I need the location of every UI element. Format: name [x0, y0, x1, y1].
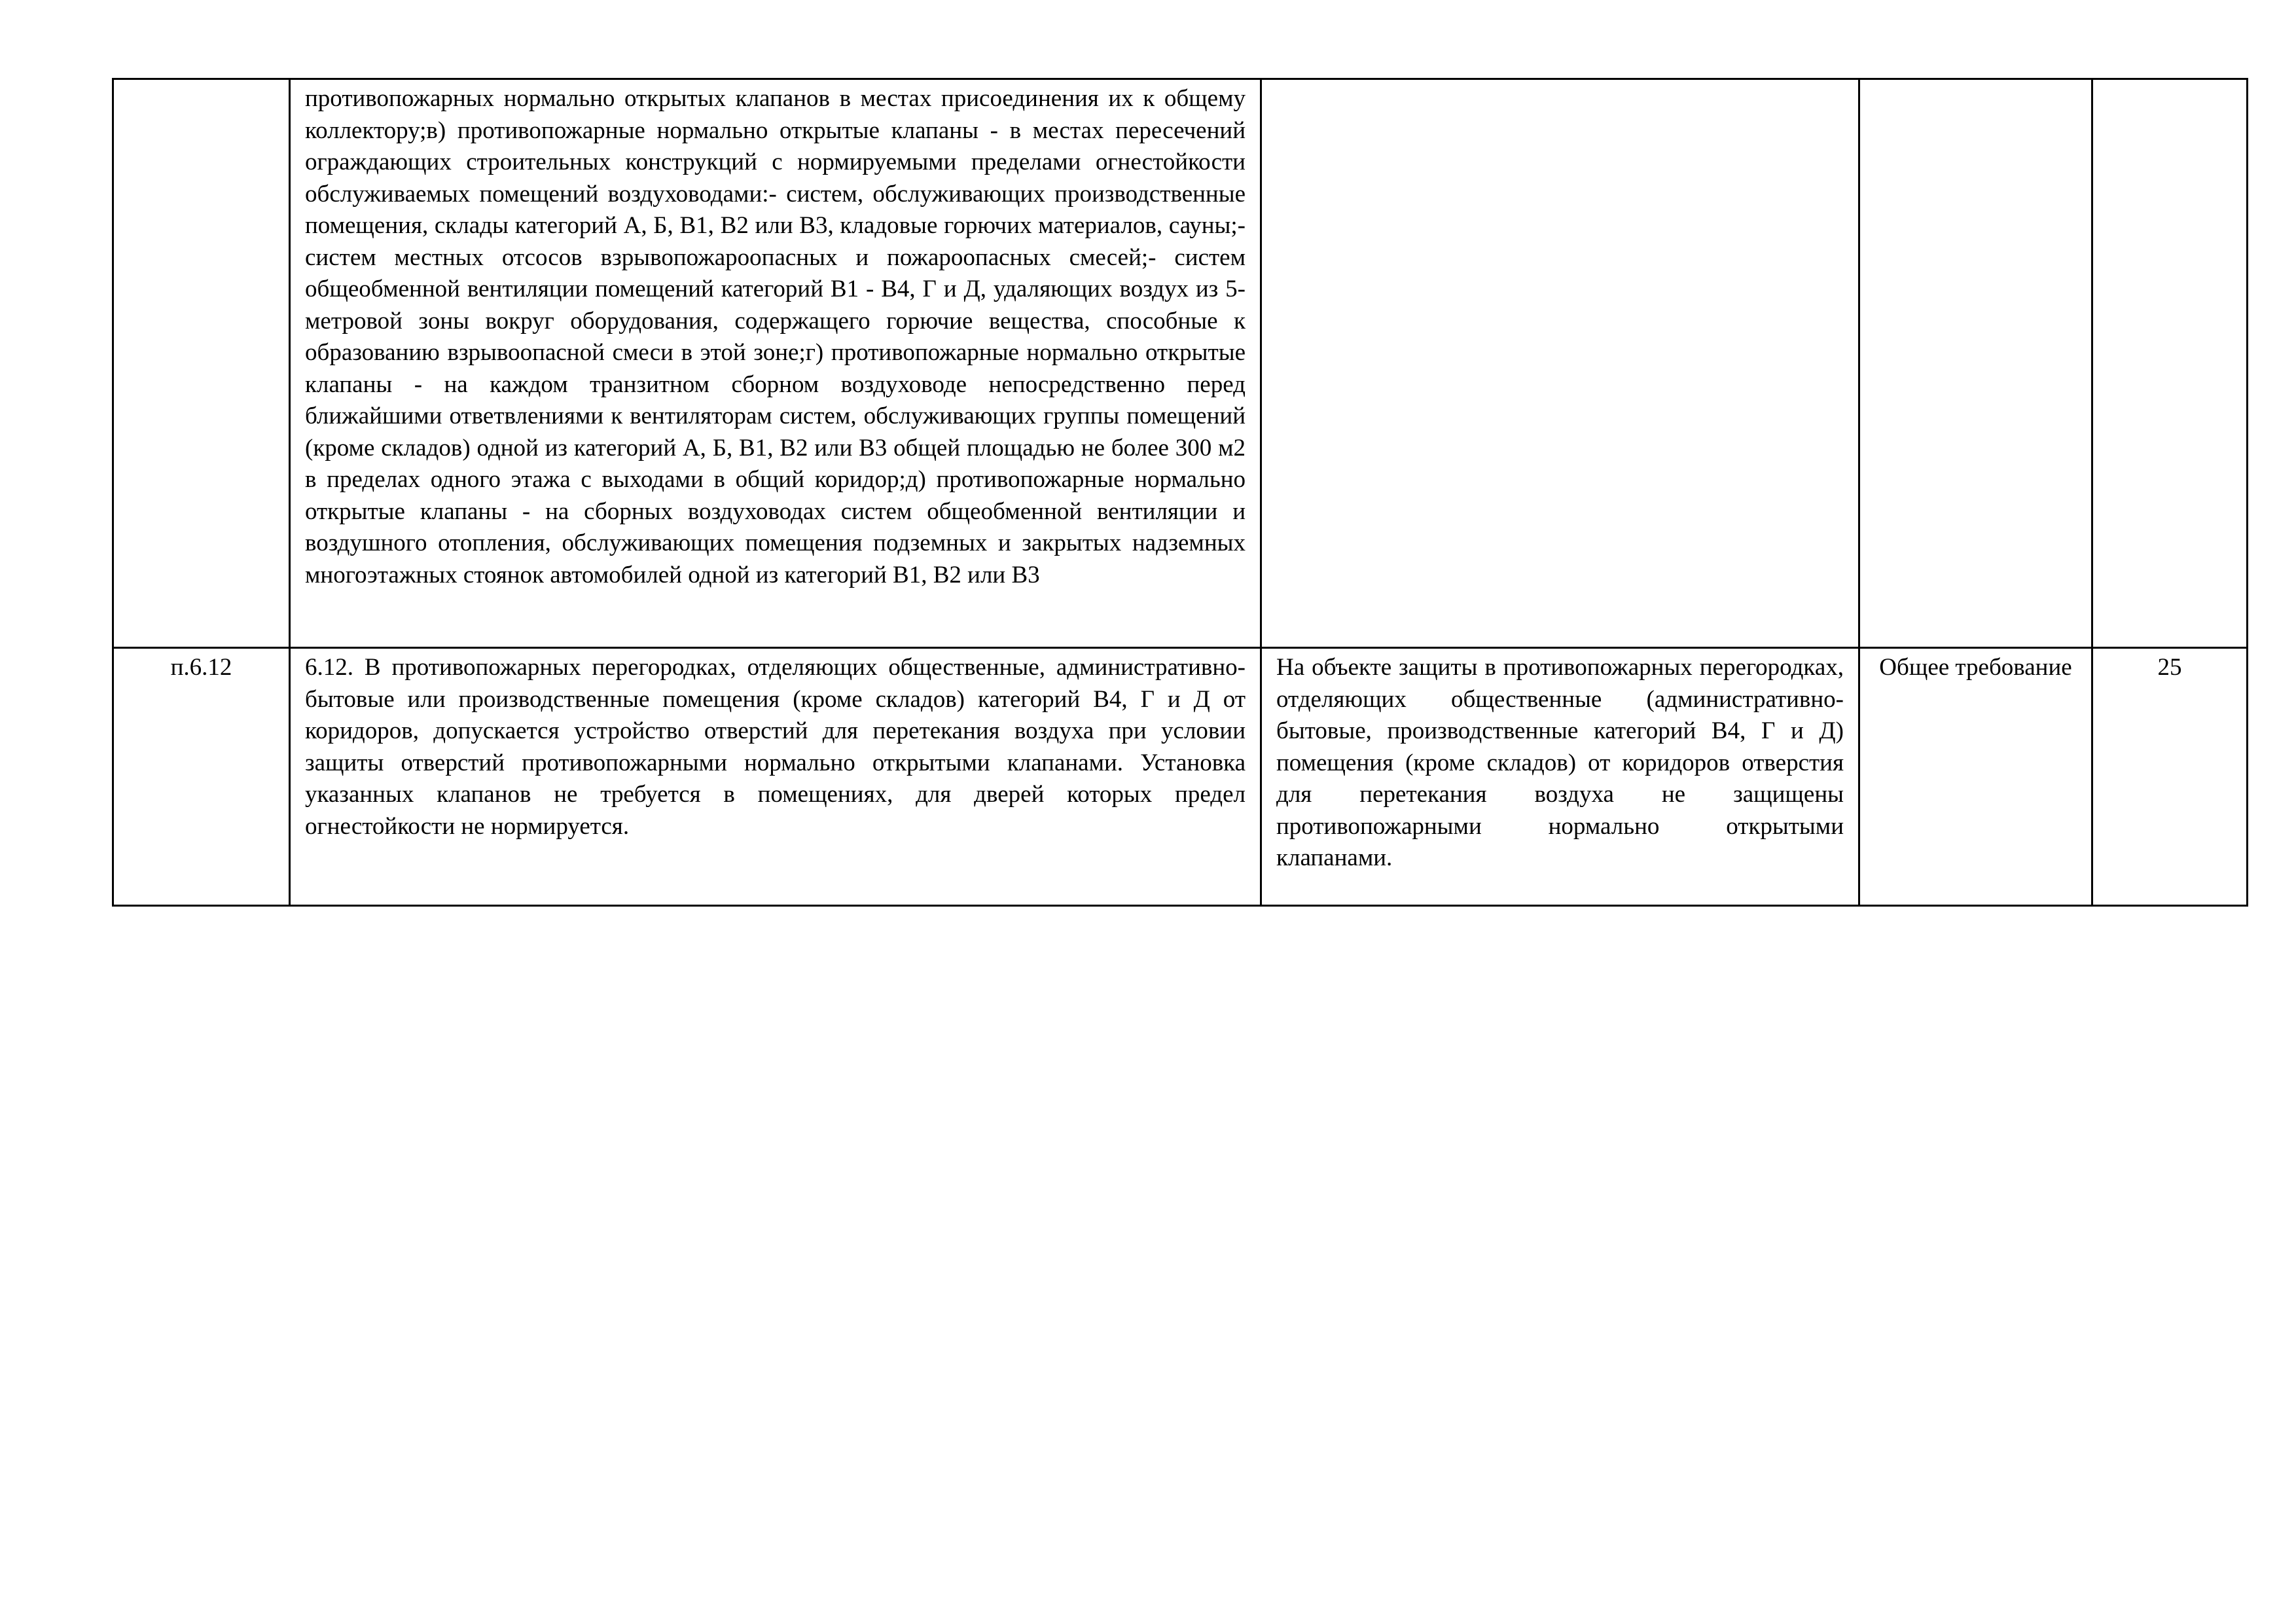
cell-violation: [1261, 79, 1859, 648]
cell-requirement-type: [1859, 79, 2092, 648]
cell-number: [2092, 79, 2248, 648]
cell-number: 25: [2092, 648, 2248, 906]
requirements-table: [112, 78, 2248, 907]
cell-requirement: 6.12. В противопожарных перегородках, отделяющих общественные, административно-бытовые или производственные помещения (кроме складов) категорий В4, Г и Д от коридоров, допускается устройство отверстий для перетекания воздуха при условии защиты отверстий противопожарными нормально открытыми клапанами. Установка указанных клапанов не требуется в помещениях, для дверей которых предел огнестойкости не нормируется.: [290, 648, 1261, 906]
cell-reference: п.6.12: [113, 648, 290, 906]
cell-violation: На объекте защиты в противопожарных перегородках, отделяющих общественные (административно-бытовые, производственные категорий В4, Г и Д) помещения (кроме складов) от коридоров отверстия для перетекания воздуха не защищены противопожарными нормально открытыми клапанами.: [1261, 648, 1859, 906]
cell-requirement-type: Общее требование: [1859, 648, 2092, 906]
cell-requirement: противопожарных нормально открытых клапанов в местах присоединения их к общему коллектору;в) противопожарные нормально открытые клапаны - в местах пересечений ограждающих строительных конструкций с нормируемыми пределами огнестойкости обслуживаемых помещений воздуховодами:- систем, обслуживающих производственные помещения, склады категорий А, Б, В1, В2 или В3, кладовые горючих материалов, сауны;- систем местных отсосов взрывопожароопасных и пожароопасных смесей;- систем общеобменной вентиляции помещений категорий В1 - В4, Г и Д, удаляющих воздух из 5-метровой зоны вокруг оборудования, содержащего горючие вещества, способные к образованию взрывоопасной смеси в этой зоне;г) противопожарные нормально открытые клапаны - на каждом транзитном сборном воздуховоде непосредственно перед ближайшими ответвлениями к вентиляторам систем, обслуживающих группы помещений (кроме складов) одной из категорий А, Б, В1, В2 или В3 общей площадью не более 300 м2 в пределах одного этажа с выходами в общий коридор;д) противопожарные нормально открытые клапаны - на сборных воздуховодах систем общеобменной вентиляции и воздушного отопления, обслуживающих помещения подземных и закрытых надземных многоэтажных стоянок автомобилей одной из категорий В1, В2 или В3: [290, 79, 1261, 648]
cell-reference: [113, 79, 290, 648]
table-row: [113, 79, 2248, 648]
table-row: [113, 648, 2248, 906]
